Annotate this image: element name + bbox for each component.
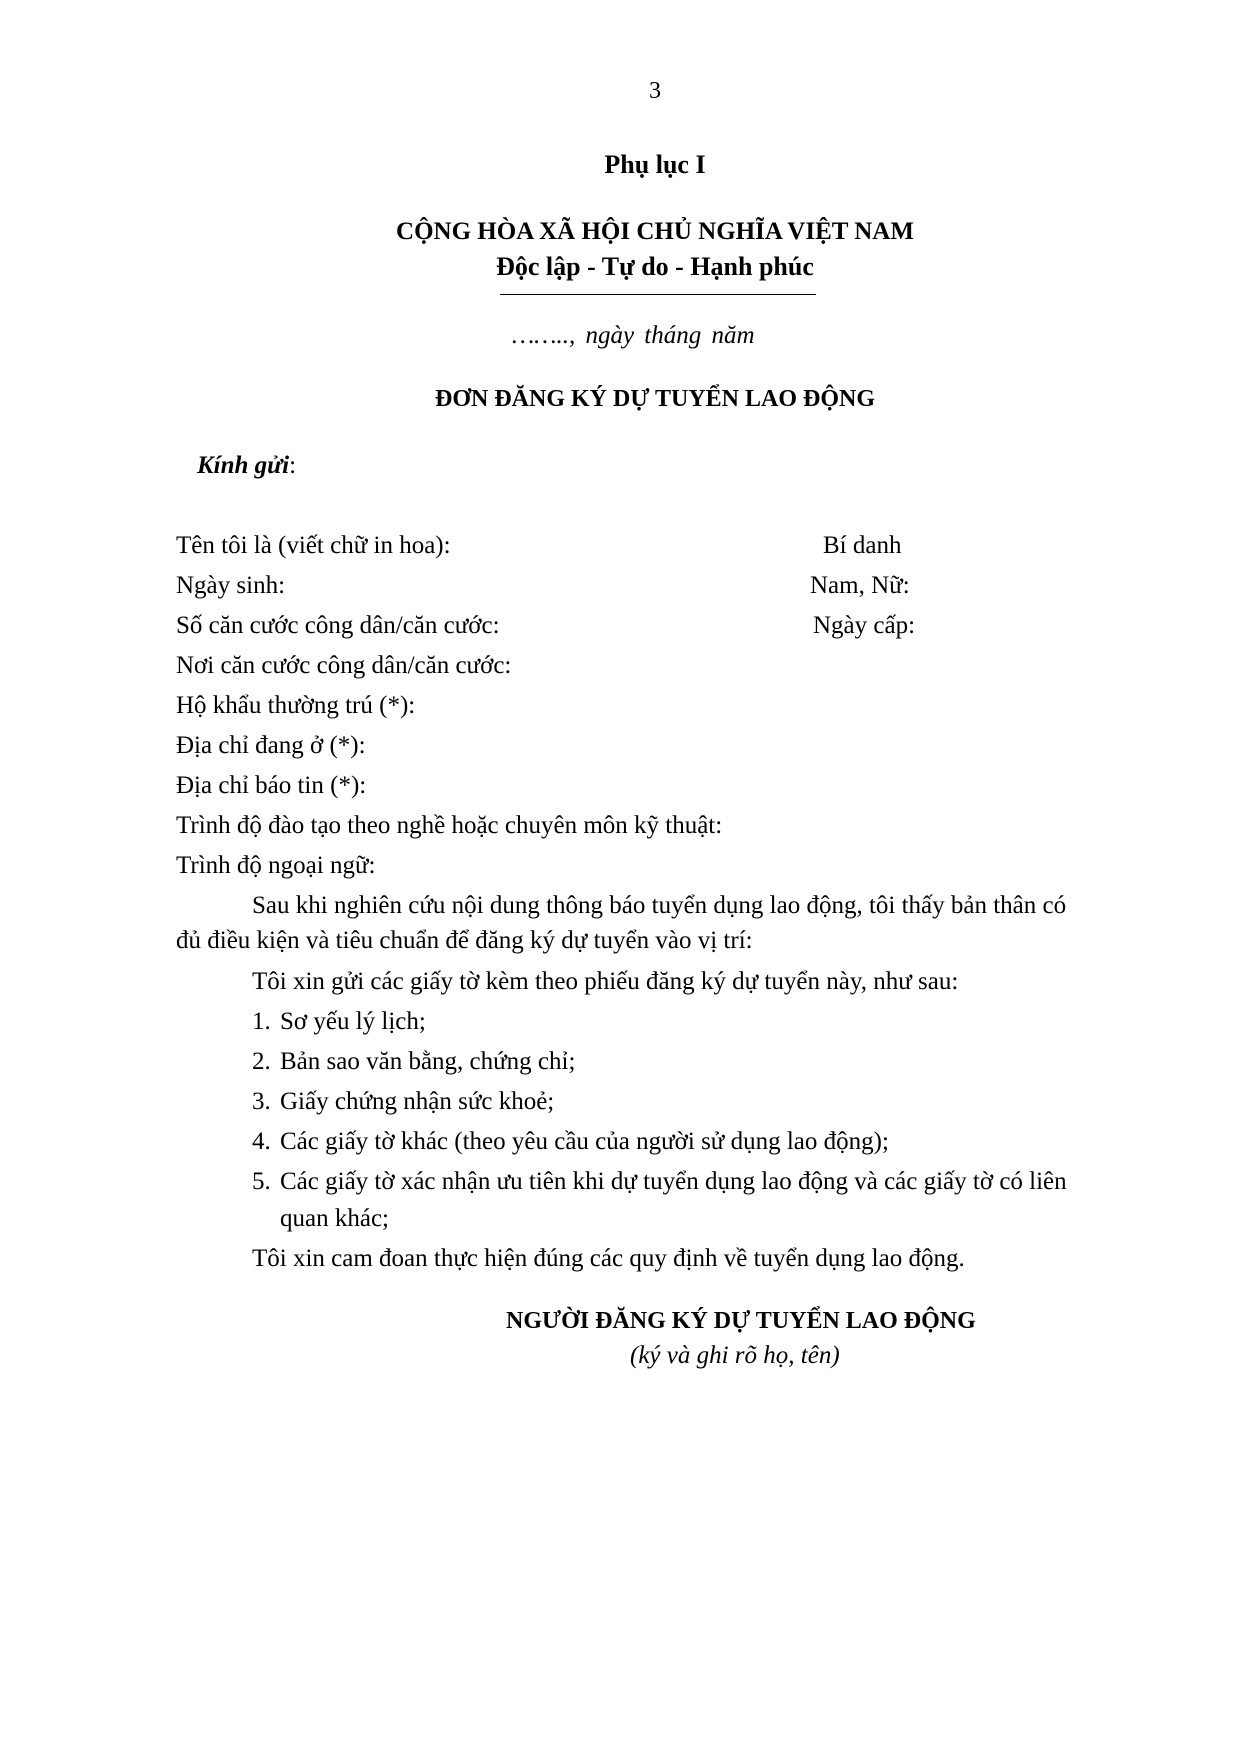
list-item-text-continuation: quan khác; [280,1205,389,1232]
list-item-text: Sơ yếu lý lịch; [280,1008,426,1035]
signer-title: NGƯỜI ĐĂNG KÝ DỰ TUYỂN LAO ĐỘNG [506,1308,976,1334]
intro-paragraph-line-2: đủ điều kiện và tiêu chuẩn để đăng ký dự tuyển vào vị trí: [176,927,753,954]
intro-paragraph-line-1: Sau khi nghiên cứu nội dung thông báo tuyển dụng lao động, tôi thấy bản thân có [252,892,1067,919]
field-id-number: Số căn cước công dân/căn cước: [176,612,500,639]
form-title: ĐƠN ĐĂNG KÝ DỰ TUYỂN LAO ĐỘNG [434,386,875,412]
country-name: CỘNG HÒA XÃ HỘI CHỦ NGHĨA VIỆT NAM [396,218,914,245]
addressee-colon: : [289,452,297,479]
list-item-number: 4. [252,1128,271,1155]
list-item [252,1088,554,1116]
motto-underline [500,294,816,295]
list-item [252,1048,575,1076]
addressee-label: Kính gửi [197,452,290,479]
list-item-number: 3. [252,1088,271,1115]
list-item [252,1128,889,1156]
signer-note: (ký và ghi rõ họ, tên) [630,1342,840,1369]
appendix-title: Phụ lục I [604,150,706,179]
field-gender: Nam, Nữ: [810,572,910,599]
list-item [252,1168,1067,1196]
list-item-text: Các giấy tờ khác (theo yêu cầu của người sử dụng lao động); [280,1128,889,1155]
field-full-name: Tên tôi là (viết chữ in hoa): [176,532,451,559]
field-notice-address: Địa chỉ báo tin (*): [176,772,367,799]
documents-intro: Tôi xin gửi các giấy tờ kèm theo phiếu đăng ký dự tuyển này, như sau: [252,968,959,995]
commitment-statement: Tôi xin cam đoan thực hiện đúng các quy định về tuyển dụng lao động. [252,1245,965,1272]
field-current-address: Địa chỉ đang ở (*): [176,732,366,759]
date-line: …….., ngày tháng năm [512,322,755,349]
field-permanent-residence: Hộ khẩu thường trú (*): [176,692,416,719]
list-item-text: Giấy chứng nhận sức khoẻ; [280,1088,555,1115]
field-issue-date: Ngày cấp: [813,612,916,639]
national-motto: Độc lập - Tự do - Hạnh phúc [496,252,814,281]
field-foreign-language: Trình độ ngoại ngữ: [176,852,376,879]
list-item-text: Bản sao văn bằng, chứng chỉ; [280,1048,576,1075]
page-number: 3 [649,78,661,104]
field-issue-place: Nơi căn cước công dân/căn cước: [176,652,512,679]
field-vocational-level: Trình độ đào tạo theo nghề hoặc chuyên môn kỹ thuật: [176,812,723,839]
addressee-line [197,452,296,480]
field-birth-date: Ngày sinh: [176,572,286,599]
list-item-text: Các giấy tờ xác nhận ưu tiên khi dự tuyển dụng lao động và các giấy tờ có liên [280,1168,1067,1195]
field-alias: Bí danh [823,532,902,559]
list-item [252,1008,426,1036]
list-item-number: 5. [252,1168,271,1195]
list-item-number: 1. [252,1008,271,1035]
list-item-number: 2. [252,1048,271,1075]
